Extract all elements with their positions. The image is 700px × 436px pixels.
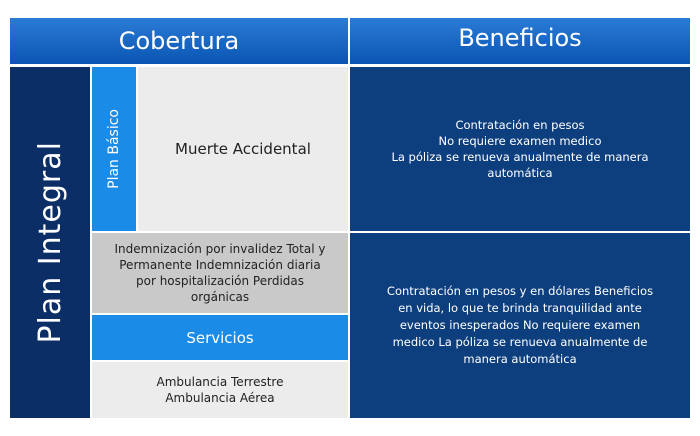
integral-benefit-line: en vida, lo que te brinda tranquilidad ante	[398, 301, 642, 315]
basic-benefit-line: No requiere examen medico	[438, 134, 602, 148]
integral-coverage-cell	[92, 233, 348, 313]
basic-benefit-line: La póliza se renueva anualmente de manera	[391, 150, 649, 164]
integral-coverage-line: Indemnización por invalidez Total y	[114, 242, 326, 256]
benefits-header	[350, 18, 690, 64]
benefits-header-label: Beneficios	[458, 24, 582, 52]
services-list-cell	[92, 362, 348, 418]
services-label: Servicios	[186, 328, 254, 347]
coverage-header-label: Cobertura	[118, 27, 240, 55]
integral-benefit-line: Contratación en pesos y en dólares Beneficios	[386, 284, 654, 298]
service-item: Ambulancia Aérea	[165, 391, 275, 405]
plan-integral-label: Plan Integral	[32, 141, 68, 344]
services-header	[92, 315, 348, 360]
integral-benefit-line: manera automática	[463, 352, 577, 366]
plan-integral-column	[10, 67, 90, 418]
integral-benefits-cell	[350, 233, 690, 418]
coverage-header	[10, 18, 348, 64]
plan-basico-tab	[92, 67, 136, 231]
integral-benefit-line: eventos inesperados No requiere examen	[399, 318, 641, 332]
basic-coverage-cell	[138, 67, 348, 231]
plan-basico-label: Plan Básico	[106, 109, 122, 189]
integral-coverage-line: Permanente Indemnización diaria	[119, 258, 321, 272]
service-item: Ambulancia Terrestre	[156, 375, 284, 389]
basic-benefit-line: automática	[487, 166, 553, 180]
integral-coverage-line: por hospitalización Perdidas	[135, 274, 305, 288]
integral-coverage-line: orgánicas	[190, 290, 250, 304]
basic-benefits-cell	[350, 67, 690, 231]
basic-benefit-line: Contratación en pesos	[455, 118, 585, 132]
basic-coverage-text: Muerte Accidental	[175, 140, 311, 158]
integral-benefit-line: medico La póliza se renueva anualmente de	[392, 335, 648, 349]
